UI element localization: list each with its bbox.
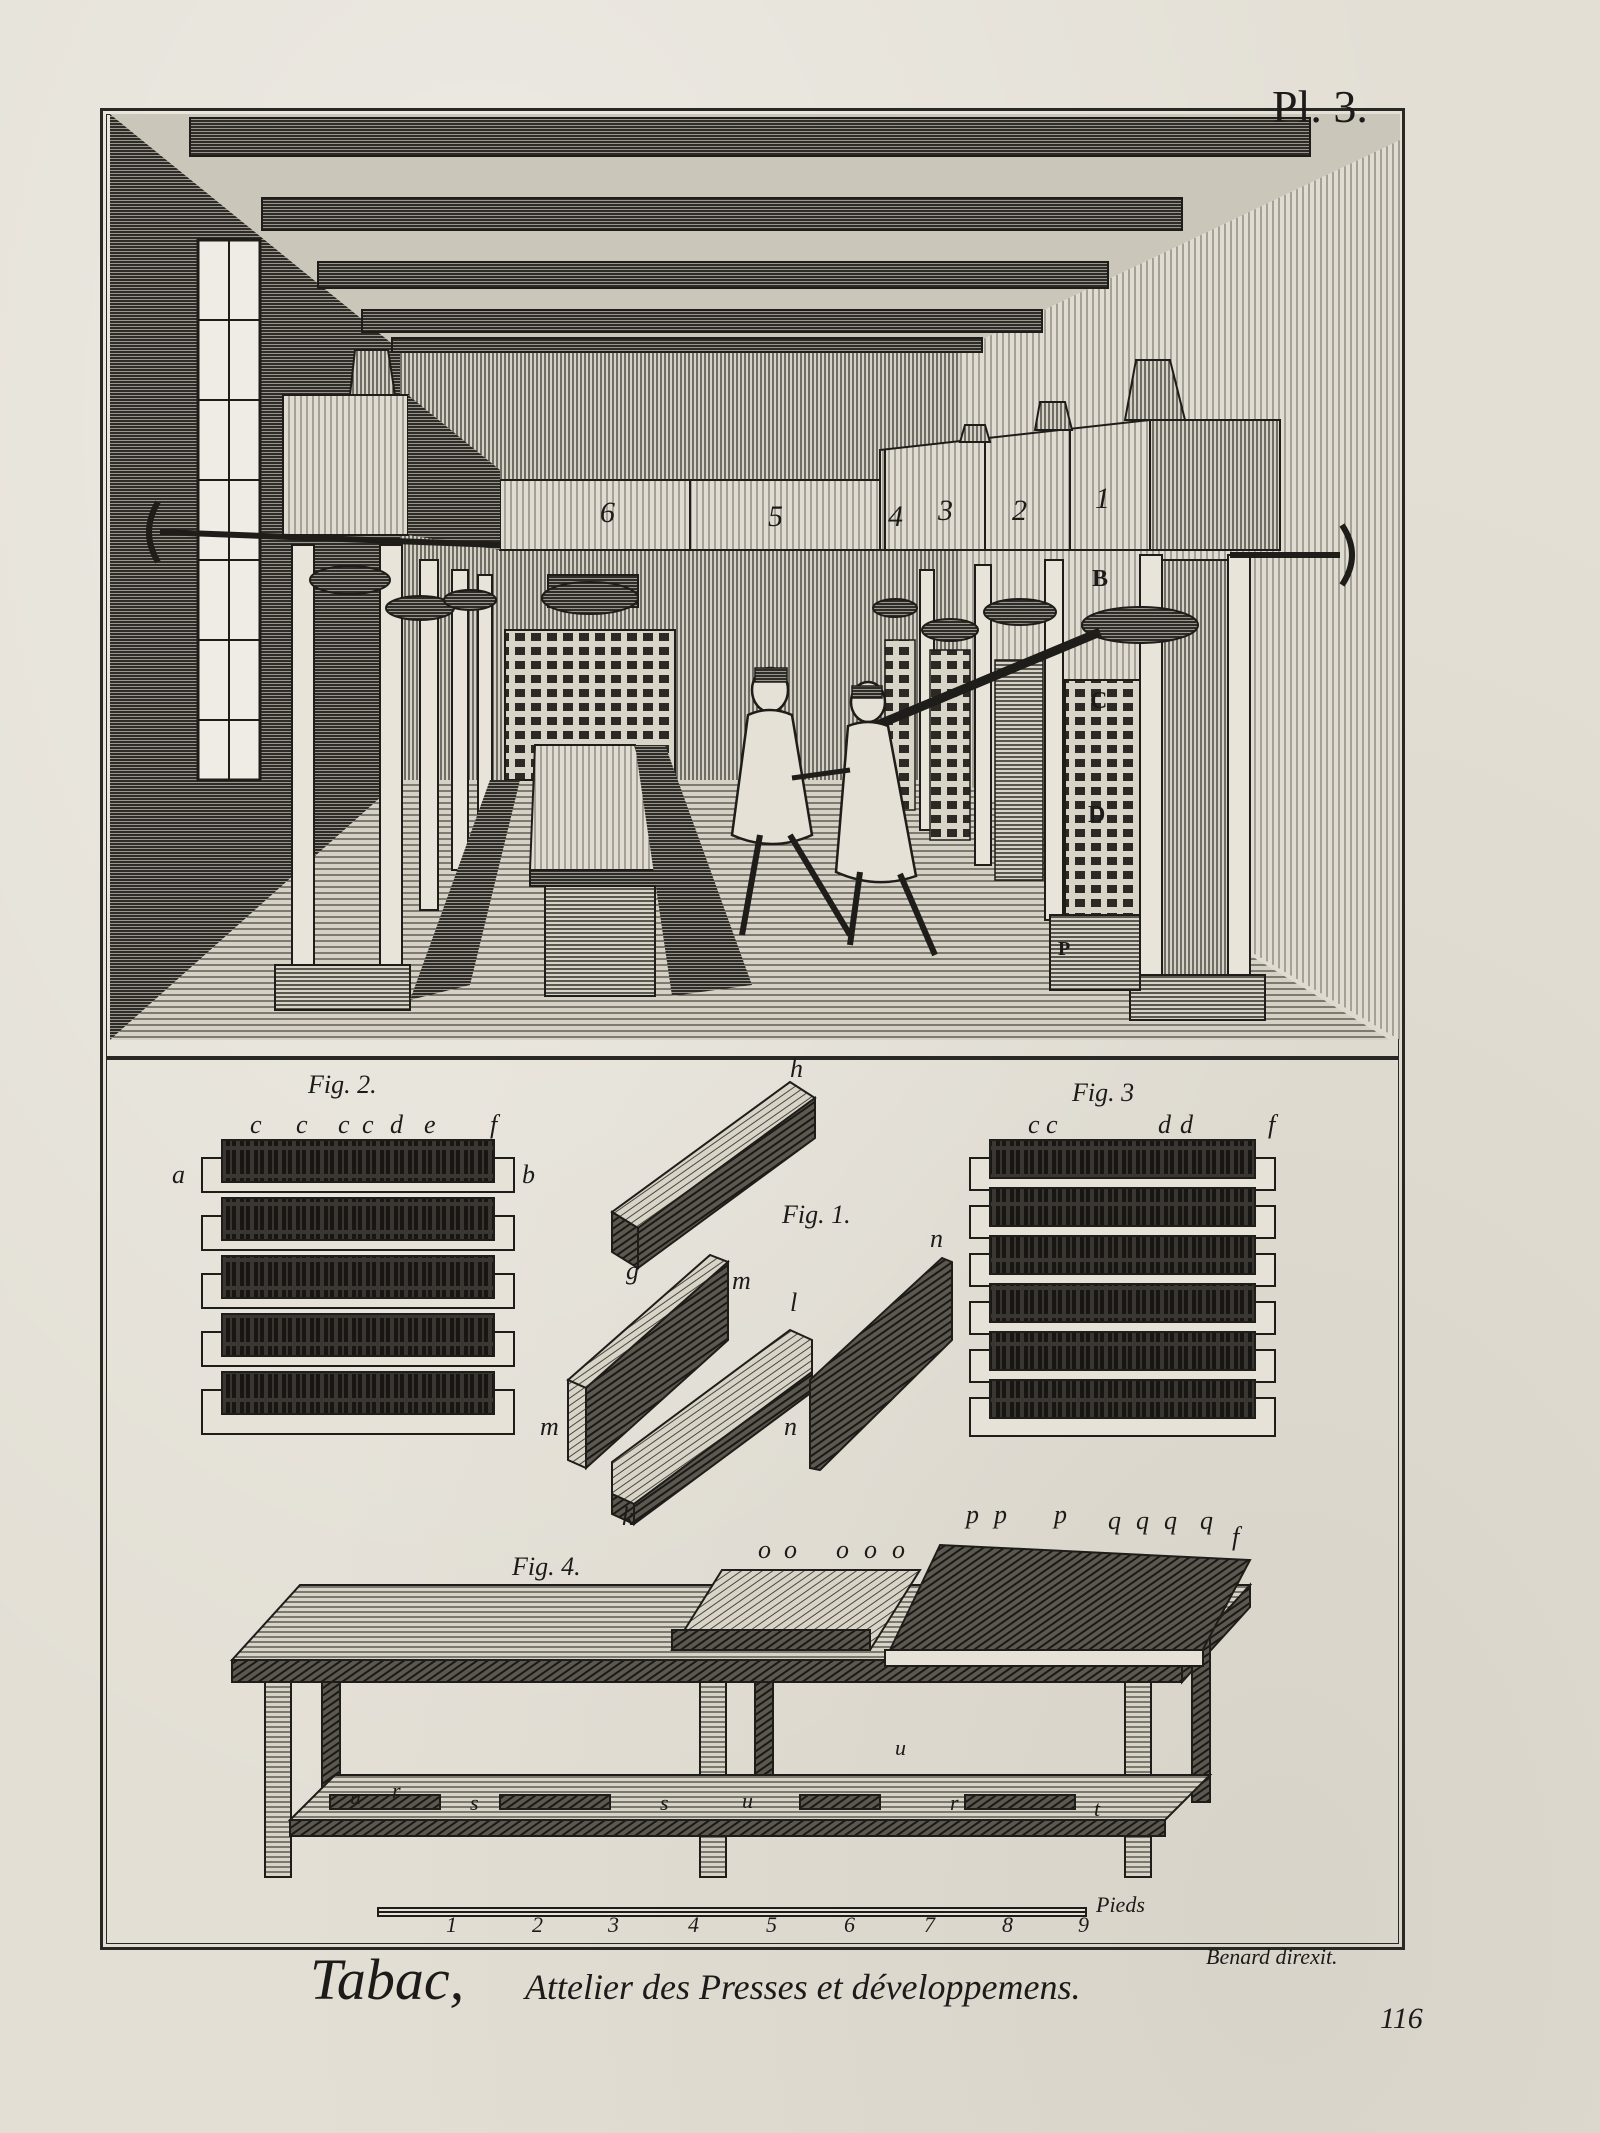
fig2-title: Fig. 2.: [308, 1070, 377, 1099]
fig2-letter: b: [522, 1160, 535, 1189]
press-letter-d: D: [1088, 802, 1106, 828]
fig2-shelves: [202, 1140, 514, 1434]
fig2-letter: c: [250, 1110, 262, 1139]
fig2-letter: a: [172, 1160, 185, 1189]
press-letter-c: C: [1090, 688, 1108, 714]
fig3-letter: d: [1180, 1110, 1193, 1139]
fig4-under-letter: u: [742, 1788, 753, 1813]
fig4-letter: p: [966, 1500, 979, 1529]
fig4-under-letter: u: [350, 1784, 361, 1809]
fig2-letter: c: [362, 1110, 374, 1139]
fig3-letter: f: [1268, 1110, 1276, 1139]
fig2-letter: e: [424, 1110, 436, 1139]
fig4-under-letter: r: [392, 1778, 401, 1803]
fig1-letter: n: [784, 1412, 797, 1441]
scale-tick: 9: [1078, 1912, 1089, 1937]
scale-bar: [378, 1908, 1086, 1916]
fig4-bench: [232, 1545, 1250, 1877]
page-number: 116: [1380, 2002, 1423, 2035]
press-number-5: 5: [768, 500, 783, 533]
fig1-letter: n: [930, 1224, 943, 1253]
scale-tick: 5: [766, 1912, 777, 1937]
fig1-title: Fig. 1.: [782, 1200, 851, 1229]
fig4-letter: o: [758, 1535, 771, 1564]
press-letter-p: P: [1058, 938, 1071, 960]
scale-tick: 8: [1002, 1912, 1013, 1937]
fig3-title: Fig. 3: [1072, 1078, 1135, 1107]
fig1-letter: l: [790, 1288, 798, 1317]
fig4-letter: q: [1108, 1506, 1121, 1535]
fig1-letter: m: [732, 1266, 751, 1295]
fig4-letter: q: [1200, 1506, 1213, 1535]
fig2-letter: c: [296, 1110, 308, 1139]
scale-tick: 6: [844, 1912, 855, 1937]
fig4-letter: q: [1136, 1506, 1149, 1535]
scale-tick: 1: [446, 1912, 457, 1937]
fig3-letter: d: [1158, 1110, 1171, 1139]
fig3-letter: c: [1046, 1110, 1058, 1139]
fig2-letter: d: [390, 1110, 403, 1139]
plate-number: Pl. 3.: [1272, 81, 1368, 132]
fig1-letter: k: [622, 1502, 634, 1531]
scale-unit: Pieds: [1096, 1892, 1145, 1917]
fig1-molds: [568, 1082, 952, 1524]
fig4-under-letter: s: [660, 1790, 669, 1815]
fig4-under-letter: u: [895, 1735, 906, 1760]
press-number-1: 1: [1095, 482, 1110, 515]
fig2-letter: c: [338, 1110, 350, 1139]
press-number-2: 2: [1012, 494, 1027, 527]
caption-title: Tabac,: [310, 1947, 465, 2012]
fig4-letter: o: [864, 1535, 877, 1564]
fig4-letter: o: [784, 1535, 797, 1564]
caption-subtitle: Attelier des Presses et développemens.: [525, 1967, 1081, 2007]
fig1-letter: g: [626, 1256, 639, 1285]
fig4-letter: p: [994, 1500, 1007, 1529]
fig4-under-letter: s: [470, 1790, 479, 1815]
engraver-credit: Benard direxit.: [1206, 1944, 1338, 1969]
press-letter-b: B: [1092, 566, 1109, 592]
press-number-3: 3: [938, 494, 953, 527]
fig1-letter: h: [790, 1054, 803, 1083]
fig4-letter: q: [1164, 1506, 1177, 1535]
press-number-4: 4: [888, 500, 903, 533]
scale-tick: 3: [608, 1912, 619, 1937]
fig2-letter: f: [490, 1110, 498, 1139]
fig3-letter: c: [1028, 1110, 1040, 1139]
fig1-letter: m: [540, 1412, 559, 1441]
scale-tick: 7: [924, 1912, 935, 1937]
fig4-letter: p: [1054, 1500, 1067, 1529]
fig4-letter: o: [836, 1535, 849, 1564]
fig4-letter: f: [1232, 1522, 1240, 1551]
press-number-6: 6: [600, 496, 615, 529]
fig4-title: Fig. 4.: [512, 1552, 581, 1581]
fig3-shelves: [970, 1140, 1275, 1436]
fig4-letter: o: [892, 1535, 905, 1564]
fig4-under-letter: r: [950, 1790, 959, 1815]
scale-tick: 2: [532, 1912, 543, 1937]
scale-tick: 4: [688, 1912, 699, 1937]
fig4-under-letter: t: [1094, 1796, 1101, 1821]
